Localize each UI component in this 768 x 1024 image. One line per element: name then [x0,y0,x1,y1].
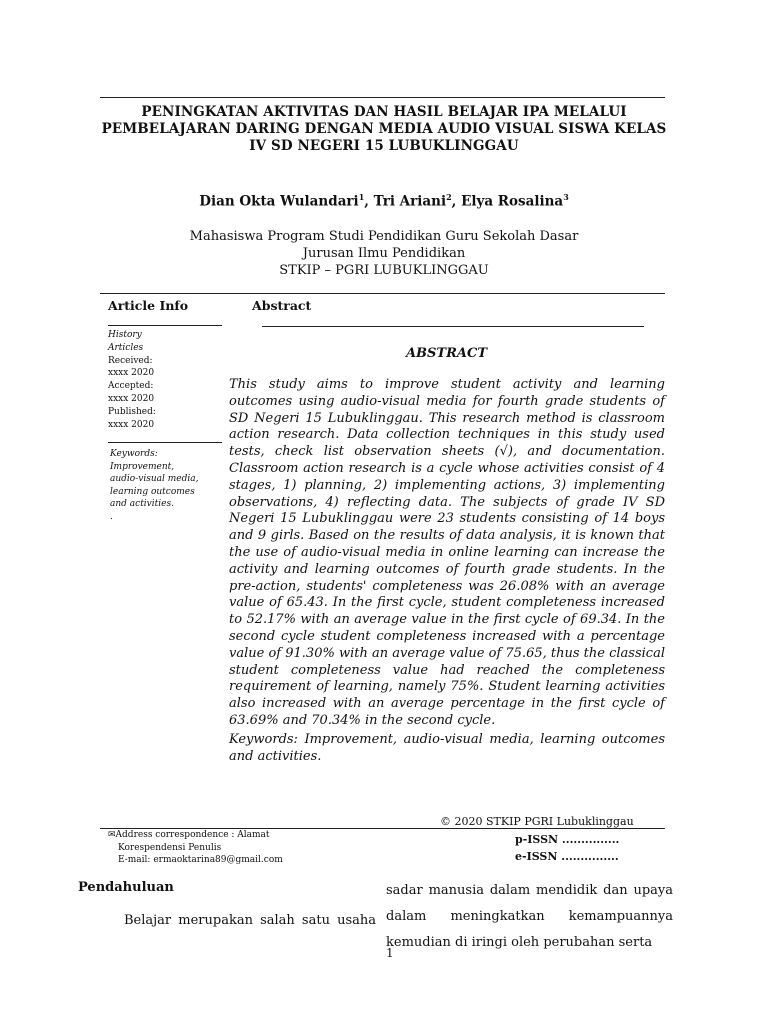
keyword-line: Improvement, [110,461,175,472]
keyword-line: and activities. [110,499,174,509]
keyword-line: Keywords: [110,449,158,459]
correspondence-line: Korespendensi Penulis [118,842,222,853]
title-line: PENINGKATAN AKTIVITAS DAN HASIL BELAJAR IPA MELALUI [141,104,627,120]
author-name: Tri Ariani [373,193,447,210]
articles-label: Articles [108,342,144,353]
article-keywords [110,448,225,523]
accepted-label: Accepted: [108,381,154,392]
author-name: Dian Okta Wulandari [199,193,359,210]
section-title: Pendahuluan [78,880,174,895]
p-issn: p-ISSN ............... [515,833,620,846]
published-value: xxxx 2020 [108,419,155,430]
paper-title [100,104,668,155]
e-issn: e-ISSN ............... [515,850,619,863]
copyright-notice: © 2020 STKIP PGRI Lubuklinggau [440,815,634,828]
keyword-line: audio-visual media, [110,474,199,484]
author-separator: , [364,193,374,210]
abstract-keywords: Keywords: Improvement, audio-visual media, learning outcomes and activities. [229,732,665,764]
intro-paragraph-col1: Belajar merupakan salah satu usaha [124,913,376,928]
title-line: PEMBELAJARAN DARING DENGAN MEDIA AUDIO VISUAL SISWA KELAS [101,121,667,137]
issn-block [515,831,619,865]
top-rule [100,97,665,98]
correspondence-email: E-mail: ermaoktarina89@gmail.com [118,855,283,865]
affiliation-line: Jurusan Ilmu Pendidikan [302,246,466,261]
affiliation-line: STKIP – PGRI LUBUKLINGGAU [279,263,489,278]
abstract-heading: ABSTRACT [405,346,488,361]
affiliation-line: Mahasiswa Program Studi Pendidikan Guru Sekolah Dasar [189,229,579,244]
author-affil-marker: 1 [358,192,365,202]
history-rule [108,442,222,443]
affiliation [100,228,668,279]
keyword-line: . [110,511,113,522]
received-value: xxxx 2020 [108,368,155,379]
envelope-icon: ✉ [108,830,116,840]
info-top-rule [100,293,665,294]
author-affil-marker: 3 [563,192,569,202]
article-info-heading: Article Info [108,298,189,313]
author-list [100,192,668,210]
title-line: IV SD NEGERI 15 LUBUKLINGGAU [249,138,519,154]
correspondence-line: Address correspondence : Alamat [115,830,270,840]
keyword-line: learning outcomes [110,486,195,497]
abstract-section-label: Abstract [252,298,312,313]
history-label: History [108,330,142,340]
article-history [108,329,156,431]
page-number: 1 [386,946,394,960]
received-label: Received: [108,355,153,366]
published-label: Published: [108,406,156,417]
author-affil-marker: 2 [446,192,452,202]
abstract-rule [262,326,644,327]
article-info-rule [108,325,222,326]
accepted-value: xxxx 2020 [108,393,155,404]
intro-paragraph-col2: sadar manusia dalam mendidik dan upaya dalam meningkatkan kemampuannya kemudian di iringi oleh perubahan serta [386,883,673,950]
author-name: Elya Rosalina [461,193,564,210]
correspondence-block [108,829,283,867]
author-separator: , [451,193,462,210]
abstract-body: This study aims to improve student activity and learning outcomes using audio-visual media for fourth grade students of SD Negeri 15 Lubuklinggau. This research method is classroom action research. Data collection techniques in this study used tests, check list observation sheets (√), and documentation. Classroom action research is a cycle whose activities consist of 4 stages, 1) planning, 2) implementing actions, 3) implementing observations, 4) reflecting data. The subjects of grade IV SD Negeri 15 Lubuklinggau were 23 students consisting of 14 boys and 9 girls. Based on the results of data analysis, it is known that the use of audio-visual media in online learning can increase the activity and learning outcomes of fourth grade students. In the pre-action, students' completeness was 26.08% with an average value of 65.43. In the first cycle, student completeness increased to 52.17% with an average value in the first cycle of 69.34. In the second cycle student completeness increased with a percentage value of 91.30% with an average value of 75.65, thus the classical student completeness value had reached the completeness requirement of learning, namely 75%. Student learning activities also increased with an average percentage in the first cycle of 63.69% and 70.34% in the second cycle. [229,377,665,728]
